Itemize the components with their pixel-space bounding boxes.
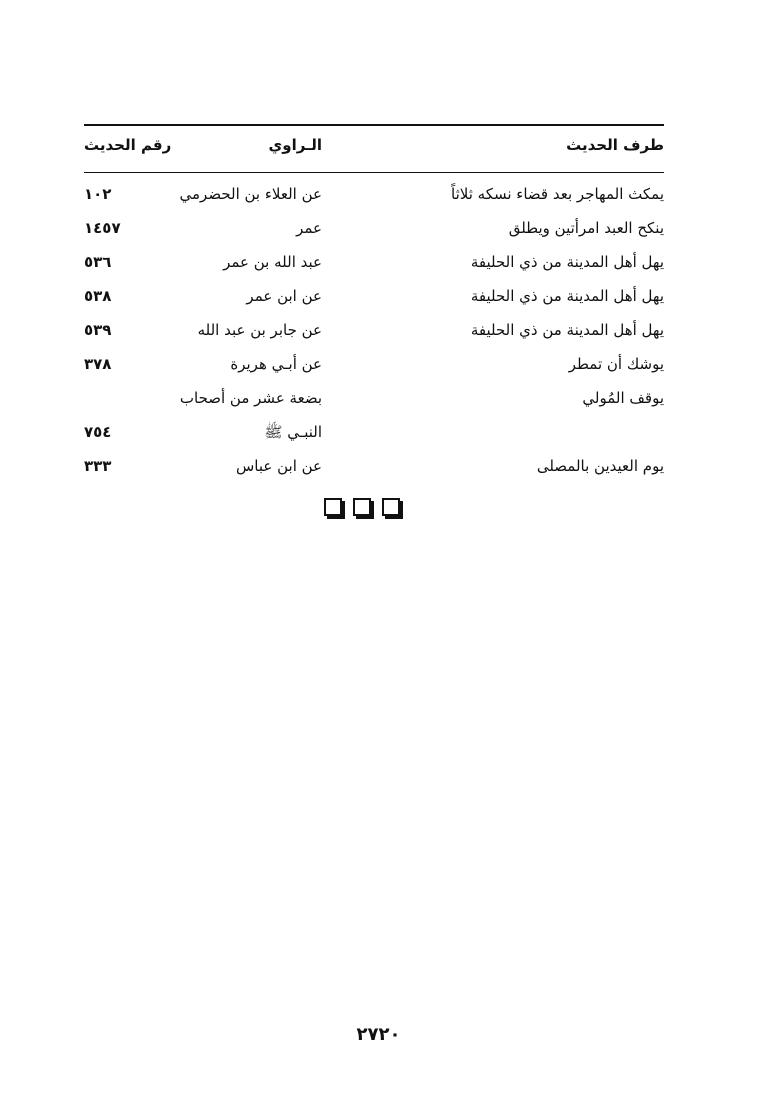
cell-number: ٣٧٨ — [84, 355, 112, 373]
cell-hadith: يهل أهل المدينة من ذي الحليفة — [470, 253, 664, 271]
square-ornament-icon — [353, 498, 371, 516]
cell-number: ٧٥٤ — [84, 423, 112, 441]
table-row — [84, 213, 664, 247]
section-end-ornament — [324, 498, 416, 524]
table-row — [84, 281, 664, 315]
table-row — [84, 349, 664, 383]
page-number: ٢٧٢٠ — [356, 1024, 401, 1045]
cell-hadith: يهل أهل المدينة من ذي الحليفة — [470, 287, 664, 305]
table-row — [84, 451, 664, 485]
cell-rawi: عن جابر بن عبد الله — [197, 321, 322, 339]
cell-hadith: يمكث المهاجر بعد قضاء نسكه ثلاثاً — [451, 185, 664, 203]
table-row — [84, 417, 664, 451]
table-header — [84, 124, 664, 173]
cell-rawi: عن ابن عباس — [235, 457, 322, 475]
cell-hadith: يهل أهل المدينة من ذي الحليفة — [470, 321, 664, 339]
table-row — [84, 247, 664, 281]
cell-hadith: يوم العيدين بالمصلى — [536, 457, 664, 475]
header-rawi: الـراوي — [268, 136, 322, 154]
table-row — [84, 315, 664, 349]
cell-rawi: النبـي ﷺ — [264, 423, 322, 441]
square-ornament-icon — [382, 498, 400, 516]
cell-number: ٥٣٦ — [84, 253, 112, 271]
header-number: رقم الحديث — [84, 136, 172, 154]
table-row — [84, 179, 664, 213]
cell-hadith: يوشك أن تمطر — [568, 355, 664, 373]
cell-rawi: عبد الله بن عمر — [223, 253, 322, 271]
cell-rawi: عن ابن عمر — [246, 287, 322, 305]
cell-number: ٥٣٩ — [84, 321, 112, 339]
square-ornament-icon — [324, 498, 342, 516]
cell-rawi: بضعة عشر من أصحاب — [179, 389, 322, 407]
cell-number: ١٤٥٧ — [84, 219, 121, 237]
cell-number: ١٠٢ — [84, 185, 112, 203]
cell-number: ٥٣٨ — [84, 287, 112, 305]
header-hadith: طرف الحديث — [566, 136, 664, 154]
hadith-index-table — [84, 124, 664, 485]
cell-rawi: عن أبـي هريرة — [230, 355, 322, 373]
cell-hadith: ينكح العبد امرأتين ويطلق — [508, 219, 664, 237]
table-row — [84, 383, 664, 417]
cell-rawi: عمر — [296, 219, 322, 237]
cell-number: ٣٣٣ — [84, 457, 112, 475]
cell-rawi: عن العلاء بن الحضرمي — [179, 185, 322, 203]
cell-hadith: يوقف المُولي — [582, 389, 664, 407]
